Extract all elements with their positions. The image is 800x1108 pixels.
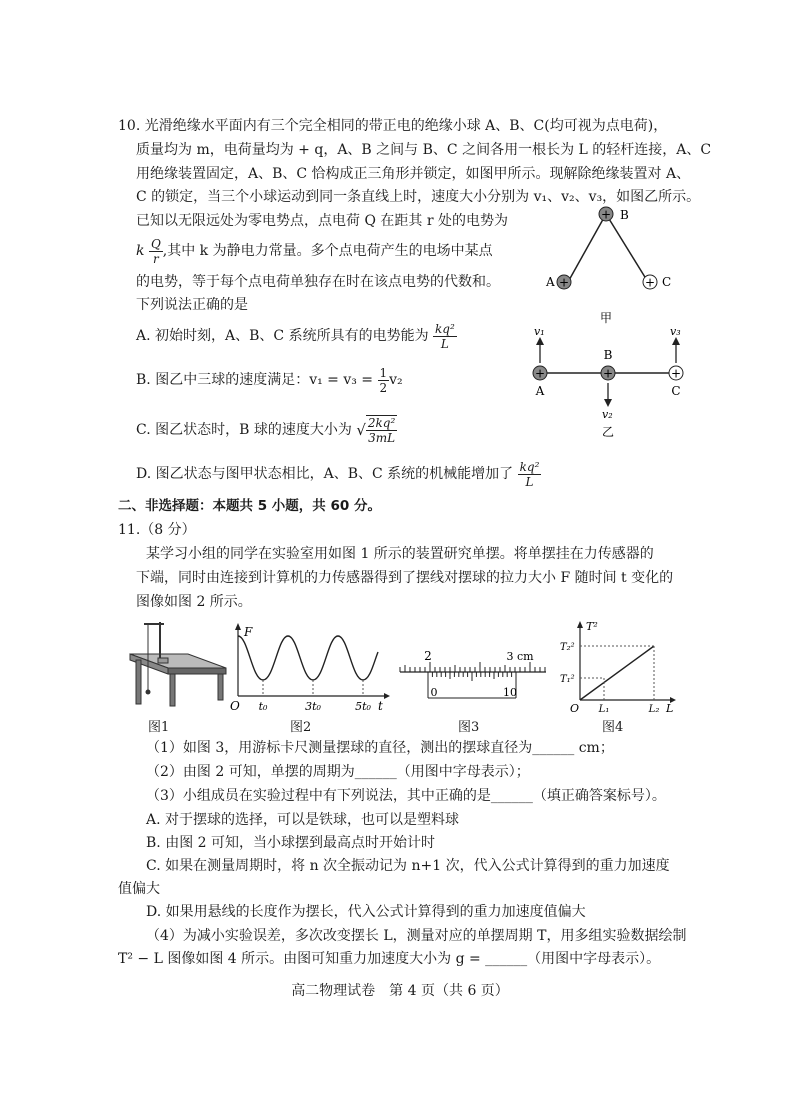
option-c-den: 3mL <box>368 431 396 445</box>
option-c-num: 2kq² <box>367 416 396 430</box>
vernier-label-0: 0 <box>430 686 438 699</box>
caption-yi: 乙 <box>601 425 615 439</box>
main-label-2: 2 <box>424 650 432 663</box>
ball-b-jia <box>599 207 613 222</box>
main-label-3cm: 3 cm <box>506 650 534 663</box>
figure-yi <box>520 325 700 440</box>
q11-part-3: （3）小组成员在实验过程中有下列说法，其中正确的是______（填正确答案标号）。 <box>146 788 666 804</box>
q10-line-6 <box>136 234 493 268</box>
svg-text:+: + <box>644 275 656 290</box>
tick-5t0: 5t₀ <box>355 700 371 712</box>
label-v1: v₁ <box>534 325 545 338</box>
origin-o-fig2: O <box>230 699 240 712</box>
option-c-text: C. 图乙状态时，B 球的速度大小为 <box>136 422 352 438</box>
q10-line-5: 已知以无限远处为零电势点，点电荷 Q 在距其 r 处的电势为 <box>136 213 508 229</box>
potential-num: Q <box>150 236 161 251</box>
q10-option-d <box>136 456 541 492</box>
svg-text:+: + <box>602 366 614 381</box>
label-a-yi: A <box>535 384 545 398</box>
option-b-tail: v₂ <box>389 372 403 388</box>
label-b-jia: B <box>620 208 629 222</box>
tick-t0: t₀ <box>258 700 268 712</box>
svg-text:+: + <box>670 366 682 381</box>
q10-line-3: 用绝缘装置固定，A、B、C 恰构成正三角形并锁定，如图甲所示。现解除绝缘装置对 A、 <box>136 166 691 182</box>
potential-k: k <box>136 243 145 259</box>
vernier-scale-ticks <box>428 672 516 681</box>
q11-intro-3: 图像如图 2 所示。 <box>136 594 252 610</box>
figure-1-apparatus <box>128 618 228 708</box>
ball-c-jia <box>643 275 657 290</box>
ball-b-yi <box>601 366 615 381</box>
axis-t: t <box>378 699 383 712</box>
label-a-jia: A <box>546 275 555 289</box>
option-a-den: L <box>440 336 449 351</box>
q11-option-c-cont: 值偏大 <box>118 881 160 897</box>
label-c-jia: C <box>662 275 672 289</box>
option-b-fraction <box>378 366 390 395</box>
figure-3-vernier <box>398 650 548 706</box>
tick-t1-2: T₁² <box>560 674 575 685</box>
ball-c-yi <box>669 366 683 381</box>
q10-option-b <box>136 362 403 398</box>
option-d-den: L <box>525 474 534 489</box>
figure-4-t2l-graph <box>558 618 678 714</box>
ball-a-yi <box>533 366 547 381</box>
svg-text:+: + <box>600 207 612 222</box>
q11-heading: 11.（8 分） <box>118 522 196 538</box>
option-d-fraction <box>518 460 542 489</box>
q10-option-a <box>136 318 457 354</box>
tick-l2: L₂ <box>648 704 660 714</box>
q10-line-4: C 的锁定，当三个小球运动到同一条直线上时，速度大小分别为 v₁、v₂、v₃，如图乙所示。 <box>136 189 701 205</box>
ball-a-jia <box>557 275 571 290</box>
label-c-yi: C <box>671 384 681 398</box>
axis-f: F <box>244 625 253 639</box>
potential-fraction <box>149 237 163 266</box>
potential-den: r <box>152 251 159 266</box>
q10-line-8: 下列说法正确的是 <box>136 297 248 313</box>
option-a-num: kq² <box>435 321 455 336</box>
main-scale-ticks <box>400 662 545 672</box>
svg-text:+: + <box>558 275 570 290</box>
q11-intro-1: 某学习小组的同学在实验室用如图 1 所示的装置研究单摆。将单摆挂在力传感器的 <box>146 546 654 562</box>
tick-l1: L₁ <box>598 704 610 714</box>
q10-option-c <box>136 410 397 450</box>
option-b-den: 2 <box>379 380 388 395</box>
caption-fig4: 图4 <box>602 720 624 735</box>
q11-part-2: （2）由图 2 可知，单摆的周期为______（用图中字母表示）； <box>146 764 530 780</box>
sqrt-sign: √ <box>356 421 366 439</box>
q11-part-1: （1）如图 3，用游标卡尺测量摆球的直径，测出的摆球直径为______ cm； <box>146 740 614 756</box>
origin-o-fig4: O <box>570 702 580 714</box>
q11-part-4-cont: T² − L 图像如图 4 所示。由图可知重力加速度大小为 g = ______（用图中字母表示）。 <box>118 951 661 967</box>
page-footer: 高二物理试卷 第 4 页（共 6 页） <box>291 983 509 999</box>
q11-option-a: A. 对于摆球的选择，可以是铁球，也可以是塑料球 <box>146 812 460 828</box>
section-heading: 二、非选择题：本题共 5 小题，共 60 分。 <box>118 498 381 514</box>
label-v3: v₃ <box>670 325 681 338</box>
tick-t2-2: T₂² <box>560 642 575 653</box>
q10-line-1: 10. 光滑绝缘水平面内有三个完全相同的带正电的绝缘小球 A、B、C(均可视为点电荷)， <box>118 118 668 134</box>
option-c-fraction <box>366 415 397 445</box>
caption-fig3: 图3 <box>458 720 480 735</box>
q10-line-7: 的电势，等于每个点电荷单独存在时在该点电势的代数和。 <box>136 274 500 290</box>
axis-t2: T² <box>586 620 598 633</box>
potential-tail: ,其中 k 为静电力常量。多个点电荷产生的电场中某点 <box>162 243 493 259</box>
caption-jia: 甲 <box>599 311 613 325</box>
figure-2-ft-graph <box>228 622 390 712</box>
ft-curve <box>238 636 378 680</box>
option-b-text: B. 图乙中三球的速度满足：v₁ = v₃ = <box>136 372 374 388</box>
caption-fig2: 图2 <box>290 720 312 735</box>
caption-fig1: 图1 <box>148 720 170 735</box>
q10-line-2: 质量均为 m，电荷量均为 + q，A、B 之间与 B、C 之间各用一根长为 L 的轻杆连接，A、C <box>136 142 712 158</box>
option-a-text: A. 初始时刻，A、B、C 系统所具有的电势能为 <box>136 328 429 344</box>
q11-part-4: （4）为减小实验误差，多次改变摆长 L，测量对应的单摆周期 T，用多组实验数据绘制 <box>146 928 687 944</box>
axis-l: L <box>666 702 674 714</box>
label-v2: v₂ <box>602 408 613 421</box>
option-b-num: 1 <box>379 365 388 380</box>
option-d-text: D. 图乙状态与图甲状态相比，A、B、C 系统的机械能增加了 <box>136 466 514 482</box>
figure-jia <box>540 200 690 330</box>
q11-option-d: D. 如果用悬线的长度作为摆长，代入公式计算得到的重力加速度值偏大 <box>146 904 586 920</box>
q11-option-b: B. 由图 2 可知，当小球摆到最高点时开始计时 <box>146 835 435 851</box>
option-a-fraction <box>433 322 457 351</box>
option-d-num: kq² <box>519 459 540 474</box>
tick-3t0: 3t₀ <box>305 700 321 712</box>
t2l-line <box>580 646 654 700</box>
svg-text:+: + <box>534 366 546 381</box>
label-b-yi: B <box>603 348 613 362</box>
vernier-label-10: 10 <box>503 686 517 699</box>
q11-option-c: C. 如果在测量周期时，将 n 次全振动记为 n+1 次，代入公式计算得到的重力加速度 <box>146 858 670 874</box>
q11-intro-2: 下端，同时由连接到计算机的力传感器得到了摆线对摆球的拉力大小 F 随时间 t 变化的 <box>136 570 674 586</box>
